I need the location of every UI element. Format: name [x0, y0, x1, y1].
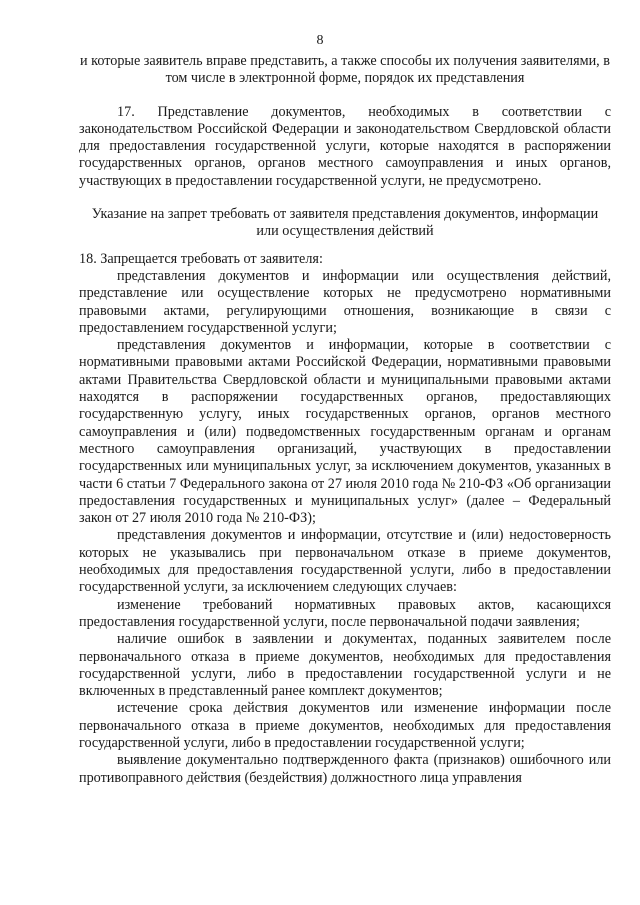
document-body: [79, 53, 611, 787]
page-number: 8: [316, 33, 324, 48]
paragraph: представления документов и информации или осуществления действий, представление или осуществление которых не предусмотрено нормативными правовыми актами, регулирующими отношения, возникающие в связи с предоставлением государственной услуги;: [79, 267, 611, 336]
paragraph: представления документов и информации, отсутствие и (или) недостоверность которых не указывались при первоначальном отказе в приеме документов, необходимых для предоставления государственной услуги, либо в предоставлении государственной услуги, за исключением следующих случаев:: [79, 527, 611, 596]
section-18-intro: 18. Запрещается требовать от заявителя:: [79, 250, 323, 267]
section-heading-prohibition: Указание на запрет требовать от заявителя представления документов, информации или осуществления действий: [91, 206, 599, 240]
paragraph: наличие ошибок в заявлении и документах, поданных заявителем после первоначального отказа в приеме документов, необходимых для предоставления государственной услуги, либо в предоставлении государственной услуги и не включенных в представленный ранее комплект документов;: [79, 631, 611, 700]
paragraph: изменение требований нормативных правовых актов, касающихся предоставления государственной услуги, после первоначальной подачи заявления;: [79, 596, 611, 630]
paragraph: истечение срока действия документов или изменение информации после первоначального отказа в приеме документов, необходимых для предоставления государственной услуги, либо в предоставлении государственной услуги;: [79, 700, 611, 751]
paragraph: выявление документально подтвержденного факта (признаков) ошибочного или противоправного действия (бездействия) должностного лица управления: [79, 752, 611, 786]
paragraph: представления документов и информации, которые в соответствии с нормативными правовыми актами Российской Федерации, нормативными правовыми актами Правительства Свердловской области и муниципальными правовыми актами находятся в распоряжении государственных органов, предоставляющих государственную услугу, иных государственных органов, органов местного самоуправления и (или) подведомственных государственным органам и органам местного самоуправления организаций, участвующих в предоставлении государственных или муниципальных услуг, за исключением документов, указанных в части 6 статьи 7 Федерального закона от 27 июля 2010 года № 210-ФЗ «Об организации предоставления государственных и муниципальных услуг» (далее – Федеральный закон от 27 июля 2010 года № 210-ФЗ);: [79, 337, 611, 527]
section-heading-continuation: и которые заявитель вправе представить, а также способы их получения заявителями, в том числе в электронной форме, порядок их представления: [80, 53, 610, 87]
section-17-paragraph: 17. Представление документов, необходимых в соответствии с законодательством Российской Федерации и законодательством Свердловской области для предоставления государственной услуги, которые находятся в распоряжении государственных органов, органов местного самоуправления и иных органов, участвующих в предоставлении государственной услуги, не предусмотрено.: [79, 103, 611, 189]
